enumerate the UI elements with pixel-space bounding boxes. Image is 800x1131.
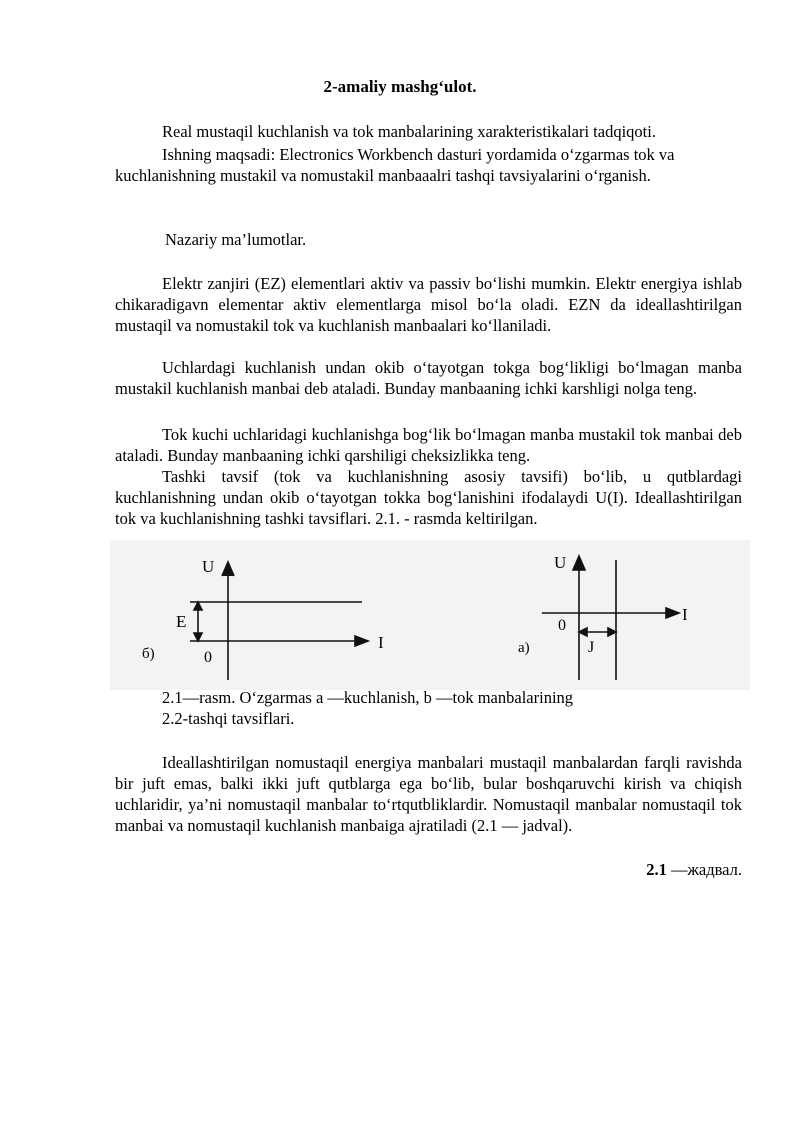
goal-paragraph: Ishning maqsadi: Electronics Workbench dasturi yordamida o‘zgarmas tok va kuchlanishning mustakil va nomustakil manbaaalri tashqi tavsiyalarini o‘rganish. — [115, 145, 675, 185]
table-number: 2.1 — [646, 860, 667, 879]
intro-line: Real mustaqil kuchlanish va tok manbalarining xarakteristikalari tadqiqoti. — [162, 122, 656, 141]
right-diagram-label: а) — [518, 640, 530, 656]
paragraph-current-source: Tok kuchi uchlaridagi kuchlanishga bog‘lik bo‘lmagan manba mustakil tok manbai deb ataladi. Bunday manbaaning ichki qarshiligi cheksizlikka teng. — [115, 425, 742, 465]
paragraph-voltage-source: Uchlardagi kuchlanish undan okib o‘tayotgan tokga bog‘likligi bo‘lmagan manba mustakil kuchlanish manbai deb ataladi. Bunday manbaaning ichki karshligi nolga teng. — [115, 358, 742, 398]
figure-caption-line2: 2.2-tashqi tavsiflari. — [162, 709, 295, 728]
page-title: 2-amaliy mashg‘ulot. — [323, 77, 477, 96]
figure-characteristics — [110, 540, 750, 690]
theory-heading: Nazariy ma’lumotlar. — [165, 230, 307, 249]
left-y-axis-label: U — [202, 557, 215, 576]
left-diagram-label: б) — [142, 646, 155, 662]
closing-paragraph: Ideallashtirilgan nomustaqil energiya manbalari mustaqil manbalardan farqli ravishda bir juft emas, balki ikki juft qutblarga ega bo‘lib, bular boshqaruvchi kirish va chiqish uchlaridir, ya’ni nomustaqil manbalar to‘rtqutbliklardir. Nomustaqil manbalar nomustaqil tok manbai va nomustaqil kuchlanish manbaiga ajratiladi (2.1 — jadval). — [115, 753, 742, 835]
paragraph-ez-elements: Elektr zanjiri (EZ) elementlari aktiv va passiv bo‘lishi mumkin. Elektr energiya ishlab chikaradigavn elementar aktiv elementlarga misol bo‘la oladi. EZN da ideallashtirilgan mustaqil va nomustakil tok va kuchlanish manbaalari ko‘llaniladi. — [115, 274, 742, 335]
table-label — [646, 860, 742, 880]
right-level-label: J — [588, 639, 595, 656]
right-origin-label: 0 — [558, 617, 566, 634]
left-x-axis-label: I — [378, 633, 384, 652]
table-label-text: —жадвал. — [666, 860, 742, 879]
left-origin-label: 0 — [204, 649, 212, 666]
left-level-label: E — [176, 612, 187, 631]
right-y-axis-label: U — [554, 553, 567, 572]
right-x-axis-label: I — [682, 605, 688, 624]
paragraph-external-characteristic: Tashki tavsif (tok va kuchlanishning asosiy tavsifi) bo‘lib, u qutblardagi kuchlanishning undan okib o‘tayotgan tokka bog‘lanishini ifodalaydi U(I). Ideallashtirilgan tok va kuchlanishning tashki tavsiflari. 2.1. - rasmda keltirilgan. — [115, 467, 742, 528]
figure-caption-line1: 2.1—rasm. O‘zgarmas a —kuchlanish, b —tok manbalarining — [162, 688, 574, 707]
